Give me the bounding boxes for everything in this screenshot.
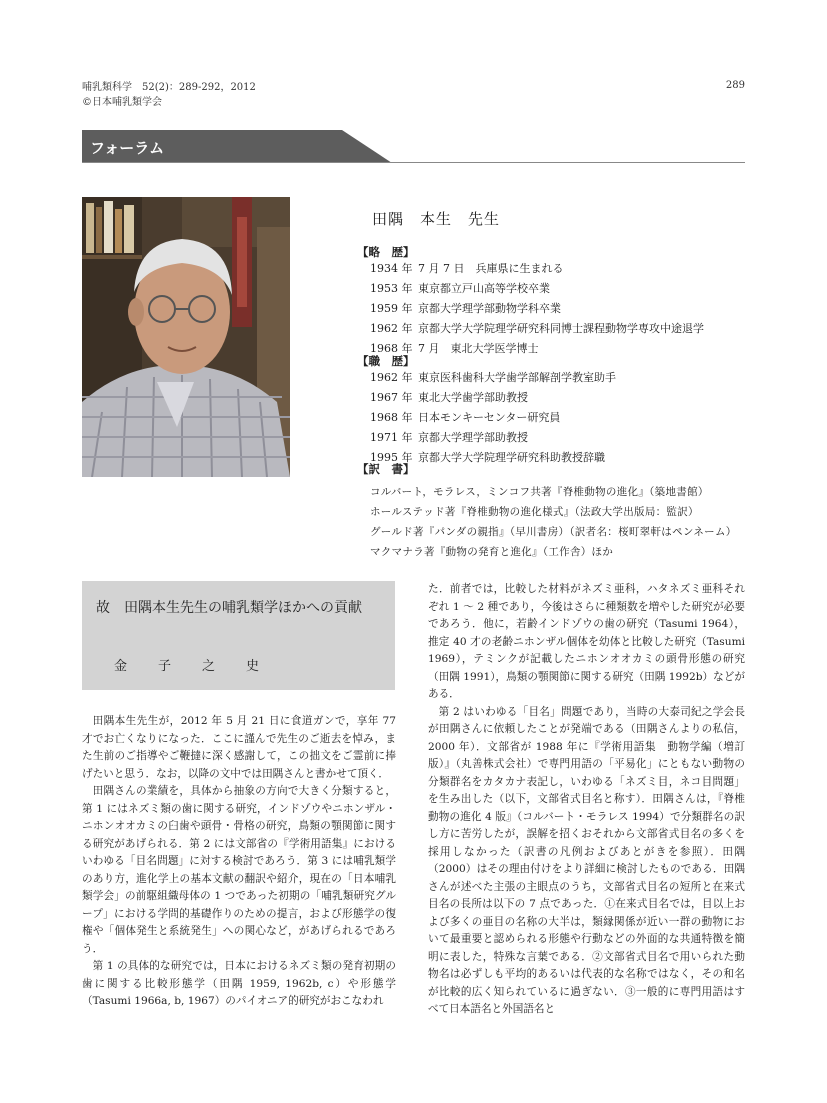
section-banner [82,130,745,163]
body-paragraph: 第 1 の具体的な研究では，日本におけるネズミ類の発育初期の歯に関する比較形態学（田隅 1959, 1962b, c）や形態学（Tasumi 1966a, b, 1967）のパイオニア的研究がおこなわれ [82,960,396,1007]
body-left-column [82,713,396,1011]
history-item: 1959 年 京都大学理学部動物学科卒業 [370,302,561,315]
section-label: フォーラム [90,139,165,157]
journal-header [82,80,256,110]
history-item: 1968 年 7 月 東北大学医学博士 [370,342,539,355]
page-number: 289 [725,80,745,91]
history-item: 1953 年 東京都立戸山高等学校卒業 [370,282,550,295]
history-item: 1934 年 7 月 7 日 兵庫県に生まれる [370,262,564,275]
person-name: 田隅 本生 先生 [372,210,501,228]
body-paragraph: 田隅本生先生が，2012 年 5 月 21 日に食道ガンで，享年 77 才でお亡くなりになった．ここに謹んで先生のご逝去を悼み，また生前のご指導やご鞭撻に深く感謝して，この拙文をご霊前に捧げたいと思う．なお，以降の文中では田隅さんと書かせて頂く． [82,715,396,780]
career-item: 1995 年 京都大学大学院理学研究科助教授辞職 [370,451,605,464]
career-heading: 【職 歴】 [357,354,415,368]
translation-item: コルバート，モラレス，ミンコフ共著『脊椎動物の進化』（築地書館） [370,486,709,498]
translation-item: マクマナラ著『動物の発育と進化』（工作舎）ほか [370,546,614,558]
career-item: 1967 年 東北大学歯学部助教授 [370,391,528,404]
history-heading: 【略 歴】 [357,245,415,259]
article-author: 金 子 之 史 [114,659,269,674]
article-title-box [82,581,395,690]
body-paragraph: 田隅さんの業績を，具体から抽象の方向で大きく分類すると，第 1 にはネズミ類の歯に関する研究，インドゾウやニホンザル・ニホンオオカミの臼歯や頭骨・骨格の研究，鳥類の顎関節に関する研究があげられる．第 2 には文部省の『学術用語集』におけるいわゆる「目名問題」に対する検討であろう．第 3 には哺乳類学のあり方，進化学上の基本文献の翻訳や紹介，現在の「日本哺乳類学会」の前駆組織母体の 1 つであった初期の「哺乳類研究グループ」における学問的基礎作りのための提言，および形態学の復権や「個体発生と系統発生」への関心など，があげられるであろう． [82,785,396,955]
translation-item: ホールステッド著『脊椎動物の進化様式』（法政大学出版局：監訳） [370,506,699,518]
history-item: 1962 年 京都大学大学院理学研究科同博士課程動物学専攻中途退学 [370,322,704,335]
portrait-photo [82,197,290,477]
translations-heading: 【訳 書】 [357,462,415,476]
translation-item: グールド著『パンダの親指』（早川書房）（訳者名：桜町翠軒はペンネーム） [370,526,737,538]
history-list [370,259,704,359]
career-list [370,368,616,468]
body-paragraph: た．前者では，比較した材料がネズミ亜科，ハタネズミ亜科それぞれ 1 ～ 2 種であり，今後はさらに種類数を増やした研究が必要であろう．他に，若齢インドゾウの歯の研究（Tasumi 1964），推定 40 才の老齢ニホンザル個体を幼体と比較した研究（Tasumi 1969），テミンクが記載したニホンオオカミの頭骨形態の研究（田隅 1991），鳥類の顎関節に関する研究（田隅 1992b）などがある． [428,583,745,700]
career-item: 1968 年 日本モンキーセンター研究員 [370,411,561,424]
copyright-line: ©日本哺乳類学会 [82,97,162,108]
career-item: 1962 年 東京医科歯科大学歯学部解剖学教室助手 [370,371,616,384]
translations-list [370,482,737,562]
article-title: 故 田隅本生先生の哺乳類学ほかへの貢献 [96,600,362,616]
journal-citation: 哺乳類科学 52(2)：289-292，2012 [82,82,256,93]
body-right-column [428,581,745,1019]
career-item: 1971 年 京都大学理学部助教授 [370,431,528,444]
body-paragraph: 第 2 はいわゆる「目名」問題であり，当時の大泰司紀之学会長が田隅さんに依頼したことが発端である（田隅さんよりの私信，2000 年）．文部省が 1988 年に『学術用語集 動物学編（増訂版）』（丸善株式会社）で専門用語の「平易化」にともない動物の分類群名をカタカナ表記し，いわゆる「ネズミ目，ネコ目問題」を生み出した（以下，文部省式目名と称す）．田隅さんは，『脊椎動物の進化 4 版』（コルバート・モラレス 1994）で分類群名の訳し方に苦労したが，誤解を招くおそれから文部省式目名の多くを採用しなかった（訳書の凡例およびあとがきを参照）．田隅（2000）はその理由付けをより詳細に検討したものである．田隅さんが述べた主張の主眼点のうち，文部省式目名の短所と在来式目名の長所は以下の 7 点であった．①在来式目名では，目以上および多くの亜目の名称の大半は，類縁関係が近い一群の動物において最重要と認められる形態や行動などの外面的な共通特徴を簡明に表した，特殊な言葉である．②文部省式目名で用いられた動物名は必ずしも平均的あるいは代表的な名称ではなく，その和名が比較的広く知られているに過ぎない．③一般的に専門用語はすべて日本語名と外国語名と [428,705,745,1015]
